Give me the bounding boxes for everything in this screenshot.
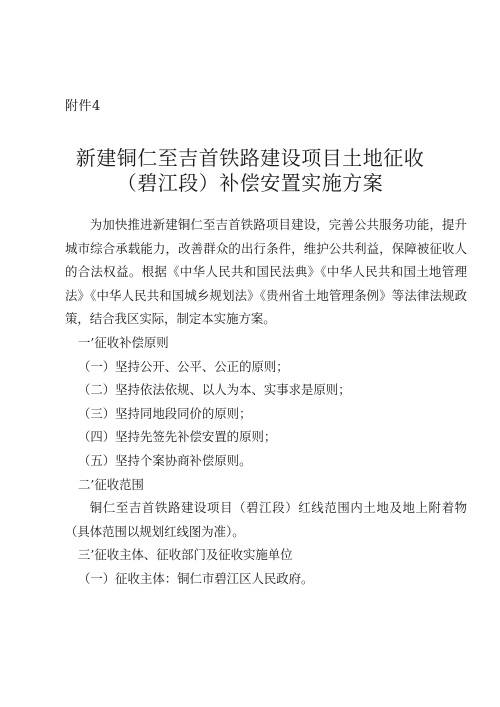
section-3-heading: 三’征收主体、征收部门及征收实施单位 <box>78 547 293 563</box>
intro-paragraph: 为加快推进新建铜仁至吉首铁路项目建设，完善公共服务功能，提升城市综合承载能力，改善群众的出行条件，维护公共利益，保障被征收人的合法权益。根据《中华人民共和国民法典》《中华人民共和国土地管理法》《中华人民共和国城乡规划法》《贵州省土地管理条例》等法律法规政策，结合我区实际，制定本实施方案。 <box>65 217 467 327</box>
section-1-item: （一）坚持公开、公平、公正的原则； <box>78 358 289 374</box>
document-title-line-2: （碧江段）补偿安置实施方案 <box>116 171 384 195</box>
section-2-text: 铜仁至吉首铁路建设项目（碧江段）红线范围内土地及地上附着物（具体范围以规划红线图为准）。 <box>65 500 467 539</box>
section-3-item: （一）征收主体：铜仁市碧江区人民政府。 <box>78 570 314 586</box>
section-1-item: （五）坚持个案协商补偿原则。 <box>78 452 252 468</box>
attachment-label: 附件4 <box>65 99 101 114</box>
section-1-heading: 一’征收补偿原则 <box>78 334 169 350</box>
section-1-item: （二）坚持依法依规、以人为本、实事求是原则； <box>78 382 351 398</box>
section-2-heading: 二’征收范围 <box>78 476 144 492</box>
section-1-item: （三）坚持同地段同价的原则； <box>78 405 252 421</box>
document-body <box>65 213 467 591</box>
document-title-line-1: 新建铜仁至吉首铁路建设项目土地征收 <box>75 146 425 170</box>
section-1-item: （四）坚持先签先补偿安置的原则； <box>78 429 277 445</box>
